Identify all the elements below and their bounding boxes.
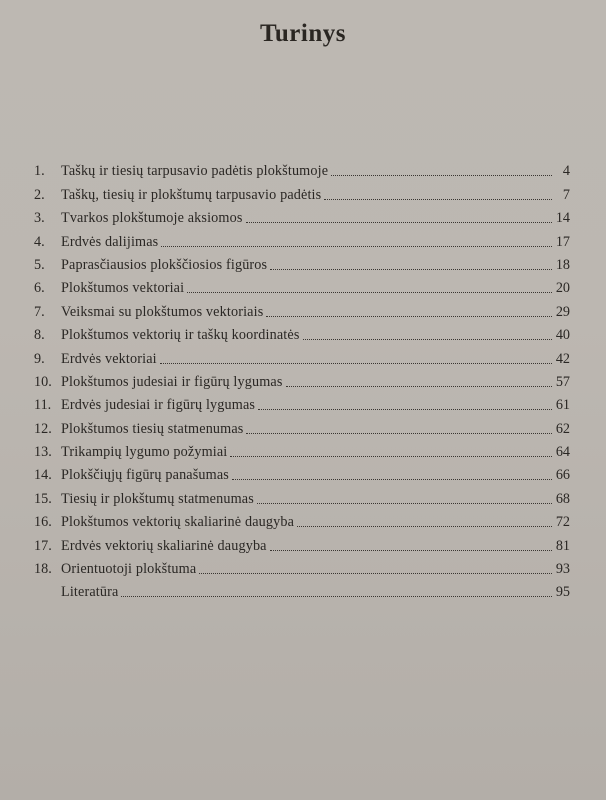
entry-title: Taškų, tiesių ir plokštumų tarpusavio padėtis bbox=[61, 186, 322, 203]
entry-page: 64 bbox=[555, 444, 570, 461]
dot-leader bbox=[121, 595, 551, 597]
toc-entry bbox=[34, 368, 570, 391]
toc-entry bbox=[34, 414, 570, 437]
entry-title: Plokštumos tiesių statmenumas bbox=[61, 420, 244, 437]
toc-entry bbox=[34, 180, 570, 203]
dot-leader bbox=[270, 549, 552, 551]
entry-number: 8. bbox=[34, 327, 45, 344]
entry-title: Tiesių ir plokštumų statmenumas bbox=[61, 490, 254, 507]
entry-title: Plokštumos vektorių ir taškų koordinatės bbox=[61, 327, 300, 344]
toc-entry bbox=[34, 531, 570, 554]
entry-title: Erdvės dalijimas bbox=[61, 233, 159, 250]
entry-page: 66 bbox=[555, 467, 570, 484]
entry-number: 3. bbox=[34, 210, 45, 227]
entry-page: 93 bbox=[555, 561, 570, 578]
toc-entry bbox=[34, 555, 570, 578]
entry-page: 7 bbox=[562, 186, 570, 203]
dot-leader bbox=[160, 362, 552, 364]
dot-leader bbox=[161, 245, 551, 247]
entry-number: 14. bbox=[34, 467, 52, 484]
toc-entry bbox=[34, 157, 570, 180]
toc-entry bbox=[34, 321, 570, 344]
entry-title: Taškų ir tiesių tarpusavio padėtis plokštumoje bbox=[61, 163, 329, 180]
entry-title: Plokštumos vektoriai bbox=[61, 280, 185, 297]
entry-page: 42 bbox=[555, 350, 570, 367]
entry-page: 68 bbox=[555, 490, 570, 507]
entry-page: 40 bbox=[555, 327, 570, 344]
entry-title: Orientuotoji plokštuma bbox=[61, 561, 197, 578]
toc-entry bbox=[34, 508, 570, 531]
toc-entry bbox=[34, 251, 570, 274]
dot-leader bbox=[331, 174, 552, 176]
toc-entry bbox=[34, 484, 570, 507]
entry-title: Plokštumos vektorių skaliarinė daugyba bbox=[61, 514, 295, 531]
entry-title: Trikampių lygumo požymiai bbox=[61, 444, 228, 461]
entry-title: Paprasčiausios plokščiosios figūros bbox=[61, 256, 268, 273]
toc-entry bbox=[34, 344, 570, 367]
entry-page: 20 bbox=[555, 280, 570, 297]
entry-number: 4. bbox=[34, 233, 45, 250]
toc-entry bbox=[34, 227, 570, 250]
dot-leader bbox=[257, 502, 552, 504]
entry-page: 72 bbox=[555, 514, 570, 531]
entry-page: 61 bbox=[555, 397, 570, 414]
entry-page: 14 bbox=[555, 210, 570, 227]
entry-number: 13. bbox=[34, 444, 52, 461]
entry-number: 7. bbox=[34, 303, 45, 320]
entry-number: 10. bbox=[34, 373, 52, 390]
entry-number: 16. bbox=[34, 514, 52, 531]
dot-leader bbox=[246, 432, 551, 434]
dot-leader bbox=[297, 525, 552, 527]
dot-leader bbox=[258, 408, 552, 410]
dot-leader bbox=[303, 338, 552, 340]
entry-page: 81 bbox=[555, 537, 570, 554]
entry-title: Tvarkos plokštumoje aksiomos bbox=[61, 210, 243, 227]
dot-leader bbox=[270, 268, 552, 270]
entry-title: Plokštumos judesiai ir figūrų lygumas bbox=[61, 373, 283, 390]
toc-entry bbox=[34, 391, 570, 414]
entry-title: Plokščiųjų figūrų panašumas bbox=[61, 467, 229, 484]
entry-page: 57 bbox=[555, 373, 570, 390]
entry-number: 18. bbox=[34, 561, 52, 578]
page-title: Turinys bbox=[260, 20, 346, 47]
toc-entry bbox=[34, 578, 570, 601]
dot-leader bbox=[266, 315, 551, 317]
entry-page: 95 bbox=[555, 584, 570, 601]
entry-number: 17. bbox=[34, 537, 52, 554]
dot-leader bbox=[230, 455, 551, 457]
toc-entry bbox=[34, 438, 570, 461]
entry-number: 9. bbox=[34, 350, 45, 367]
entry-title: Veiksmai su plokštumos vektoriais bbox=[61, 303, 264, 320]
table-of-contents bbox=[34, 157, 570, 601]
entry-number: 11. bbox=[34, 397, 52, 414]
toc-entry bbox=[34, 204, 570, 227]
toc-entry bbox=[34, 461, 570, 484]
entry-page: 29 bbox=[555, 303, 570, 320]
entry-page: 4 bbox=[562, 163, 570, 180]
entry-page: 62 bbox=[555, 420, 570, 437]
dot-leader bbox=[246, 221, 552, 223]
entry-number: 12. bbox=[34, 420, 52, 437]
entry-title: Erdvės vektoriai bbox=[61, 350, 157, 367]
entry-number: 1. bbox=[34, 163, 45, 180]
toc-entry bbox=[34, 297, 570, 320]
dot-leader bbox=[324, 198, 552, 200]
entry-title: Erdvės judesiai ir figūrų lygumas bbox=[61, 397, 256, 414]
dot-leader bbox=[232, 478, 552, 480]
toc-entry bbox=[34, 274, 570, 297]
entry-title: Erdvės vektorių skaliarinė daugyba bbox=[61, 537, 267, 554]
entry-number: 6. bbox=[34, 280, 45, 297]
dot-leader bbox=[187, 291, 552, 293]
entry-number: 15. bbox=[34, 490, 52, 507]
entry-page: 18 bbox=[555, 256, 570, 273]
entry-number: 5. bbox=[34, 256, 45, 273]
entry-title: Literatūra bbox=[61, 584, 119, 601]
dot-leader bbox=[199, 572, 552, 574]
dot-leader bbox=[286, 385, 552, 387]
entry-page: 17 bbox=[555, 233, 570, 250]
entry-number: 2. bbox=[34, 186, 45, 203]
